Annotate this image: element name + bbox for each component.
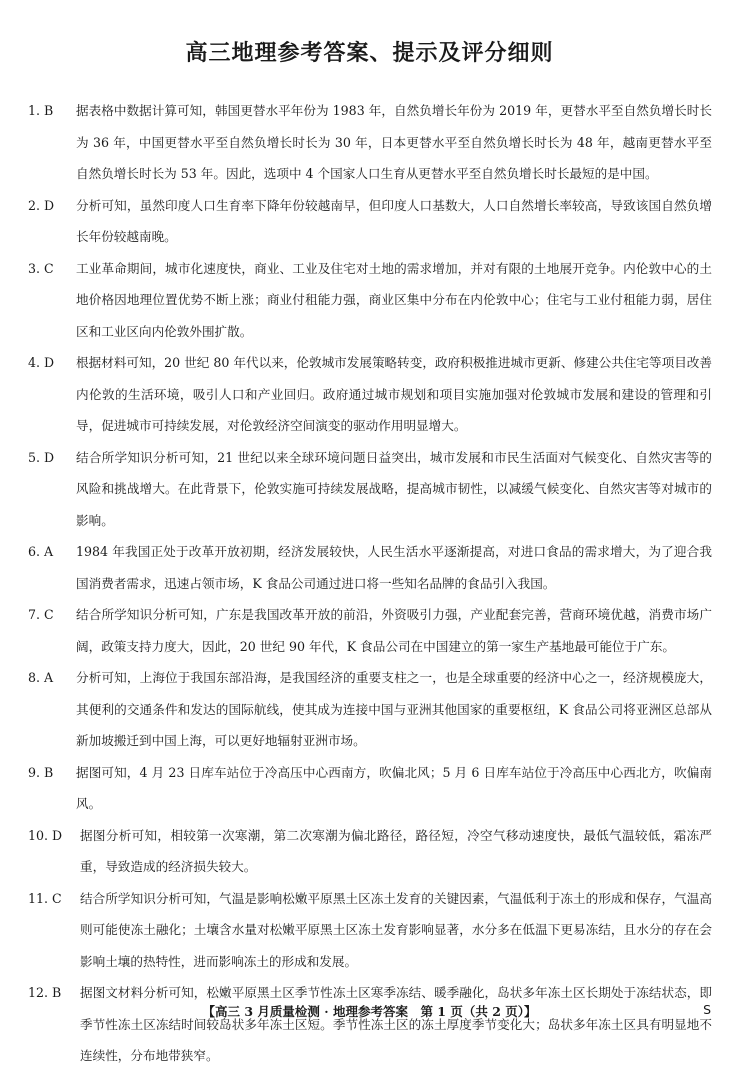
- answer-item-12: [28, 977, 712, 1072]
- answer-text: 据图分析可知，相较第一次寒潮，第二次寒潮为偏北路径，路径短，冷空气移动速度快，最低气温较低，霜冻严重，导致造成的经济损失较大。: [80, 827, 712, 874]
- answer-text: 据图文材料分析可知，松嫩平原黑土区季节性冻土区寒季冻结、暖季融化，岛状多年冻土区长期处于冻结状态，即季节性冻土区冻结时间较岛状多年冻土区短。季节性冻土区的冻土厚度季节变化大；岛状多年冻土区具有明显地不连续性，分布地带狭窄。: [80, 985, 712, 1063]
- page-footer: 【高三 3 月质量检测 · 地理参考答案 第 1 页（共 2 页）】: [202, 1004, 537, 1019]
- answer-item-8: [28, 662, 712, 757]
- answer-number: 5. D: [28, 449, 55, 465]
- answer-text: 分析可知，虽然印度人口生育率下降年份较越南早，但印度人口基数大，人口自然增长率较高，导致该国自然负增长年份较越南晚。: [76, 197, 712, 244]
- answer-list: [28, 95, 712, 1072]
- answer-number: 3. C: [28, 260, 54, 276]
- answer-item-11: [28, 883, 712, 978]
- answer-item-10: [28, 820, 712, 883]
- answer-item-5: [28, 442, 712, 537]
- answer-number: 8. A: [28, 670, 54, 685]
- answer-text: 据表格中数据计算可知，韩国更替水平年份为 1983 年，自然负增长年份为 2019 年，更替水平至自然负增长时长为 36 年，中国更替水平至自然负增长时长为 30 年，日本更替水平至自然负增长时长为 48 年，越南更替水平至自然负增长时长为 53 年。因此，选项中 4 个国家人口生育从更替水平至自然负增长时长最短的是中国。: [76, 103, 712, 181]
- answer-text: 结合所学知识分析可知，21 世纪以来全球环境问题日益突出，城市发展和市民生活面对气候变化、自然灾害等的风险和挑战增大。在此背景下，伦敦实施可持续发展战略，提高城市韧性，以减缓气候变化、自然灾害等对城市的影响。: [76, 449, 712, 528]
- answer-number: 2. D: [28, 197, 55, 213]
- answer-number: 9. B: [28, 764, 54, 780]
- answer-text: 1984 年我国正处于改革开放初期，经济发展较快，人民生活水平逐渐提高，对进口食品的需求增大，为了迎合我国消费者需求，迅速占领市场，K 食品公司通过进口将一些知名品牌的食品引入我国。: [76, 544, 712, 591]
- answer-item-7: [28, 599, 712, 662]
- answer-number: 11. C: [28, 890, 62, 906]
- page-title: 高三地理参考答案、提示及评分细则: [185, 41, 554, 66]
- answer-text: 据图可知，4 月 23 日库车站位于冷高压中心西南方，吹偏北风；5 月 6 日库车站位于冷高压中心西北方，吹偏南风。: [76, 764, 712, 811]
- answer-item-3: [28, 253, 712, 348]
- answer-text: 分析可知，上海位于我国东部沿海，是我国经济的重要支柱之一，也是全球重要的经济中心之一，经济规模庞大，其便利的交通条件和发达的国际航线，使其成为连接中国与亚洲其他国家的重要枢纽，K 食品公司将亚洲区总部从新加坡搬迁到中国上海，可以更好地辐射亚洲市场。: [76, 670, 712, 748]
- answer-item-1: [28, 95, 712, 190]
- answer-text: 结合所学知识分析可知，广东是我国改革开放的前沿，外资吸引力强，产业配套完善，营商环境优越，消费市场广阔，政策支持力度大，因此，20 世纪 90 年代，K 食品公司在中国建立的第一家生产基地最可能位于广东。: [76, 607, 712, 654]
- answer-item-9: [28, 757, 712, 820]
- page-code: S: [703, 1002, 711, 1017]
- answer-number: 12. B: [28, 985, 62, 1000]
- answer-number: 6. A: [28, 544, 54, 559]
- answer-text: 结合所学知识分析可知，气温是影响松嫩平原黑土区冻土发育的关键因素，气温低利于冻土的形成和保存，气温高则可能使冻土融化；土壤含水量对松嫩平原黑土区冻土发育影响显著，水分多在低温下更易冻结，且水分的存在会影响土壤的热特性，进而影响冻土的形成和发展。: [80, 890, 712, 969]
- answer-text: 工业革命期间，城市化速度快，商业、工业及住宅对土地的需求增加，并对有限的土地展开竞争。内伦敦中心的土地价格因地理位置优势不断上涨；商业付租能力强，商业区集中分布在内伦敦中心；住宅与工业付租能力弱，居住区和工业区向内伦敦外围扩散。: [76, 260, 712, 339]
- answer-number: 10. D: [28, 827, 63, 843]
- answer-item-2: [28, 190, 712, 253]
- answer-number: 4. D: [28, 355, 55, 370]
- answer-number: 1. B: [28, 103, 54, 118]
- answer-item-6: [28, 536, 712, 599]
- answer-item-4: [28, 347, 712, 442]
- answer-text: 根据材料可知，20 世纪 80 年代以来，伦敦城市发展策略转变，政府积极推进城市更新、修建公共住宅等项目改善内伦敦的生活环境，吸引人口和产业回归。政府通过城市规划和项目实施加强对伦敦城市发展和建设的管理和引导，促进城市可持续发展，对伦敦经济空间演变的驱动作用明显增大。: [76, 355, 712, 433]
- answer-number: 7. C: [28, 607, 54, 622]
